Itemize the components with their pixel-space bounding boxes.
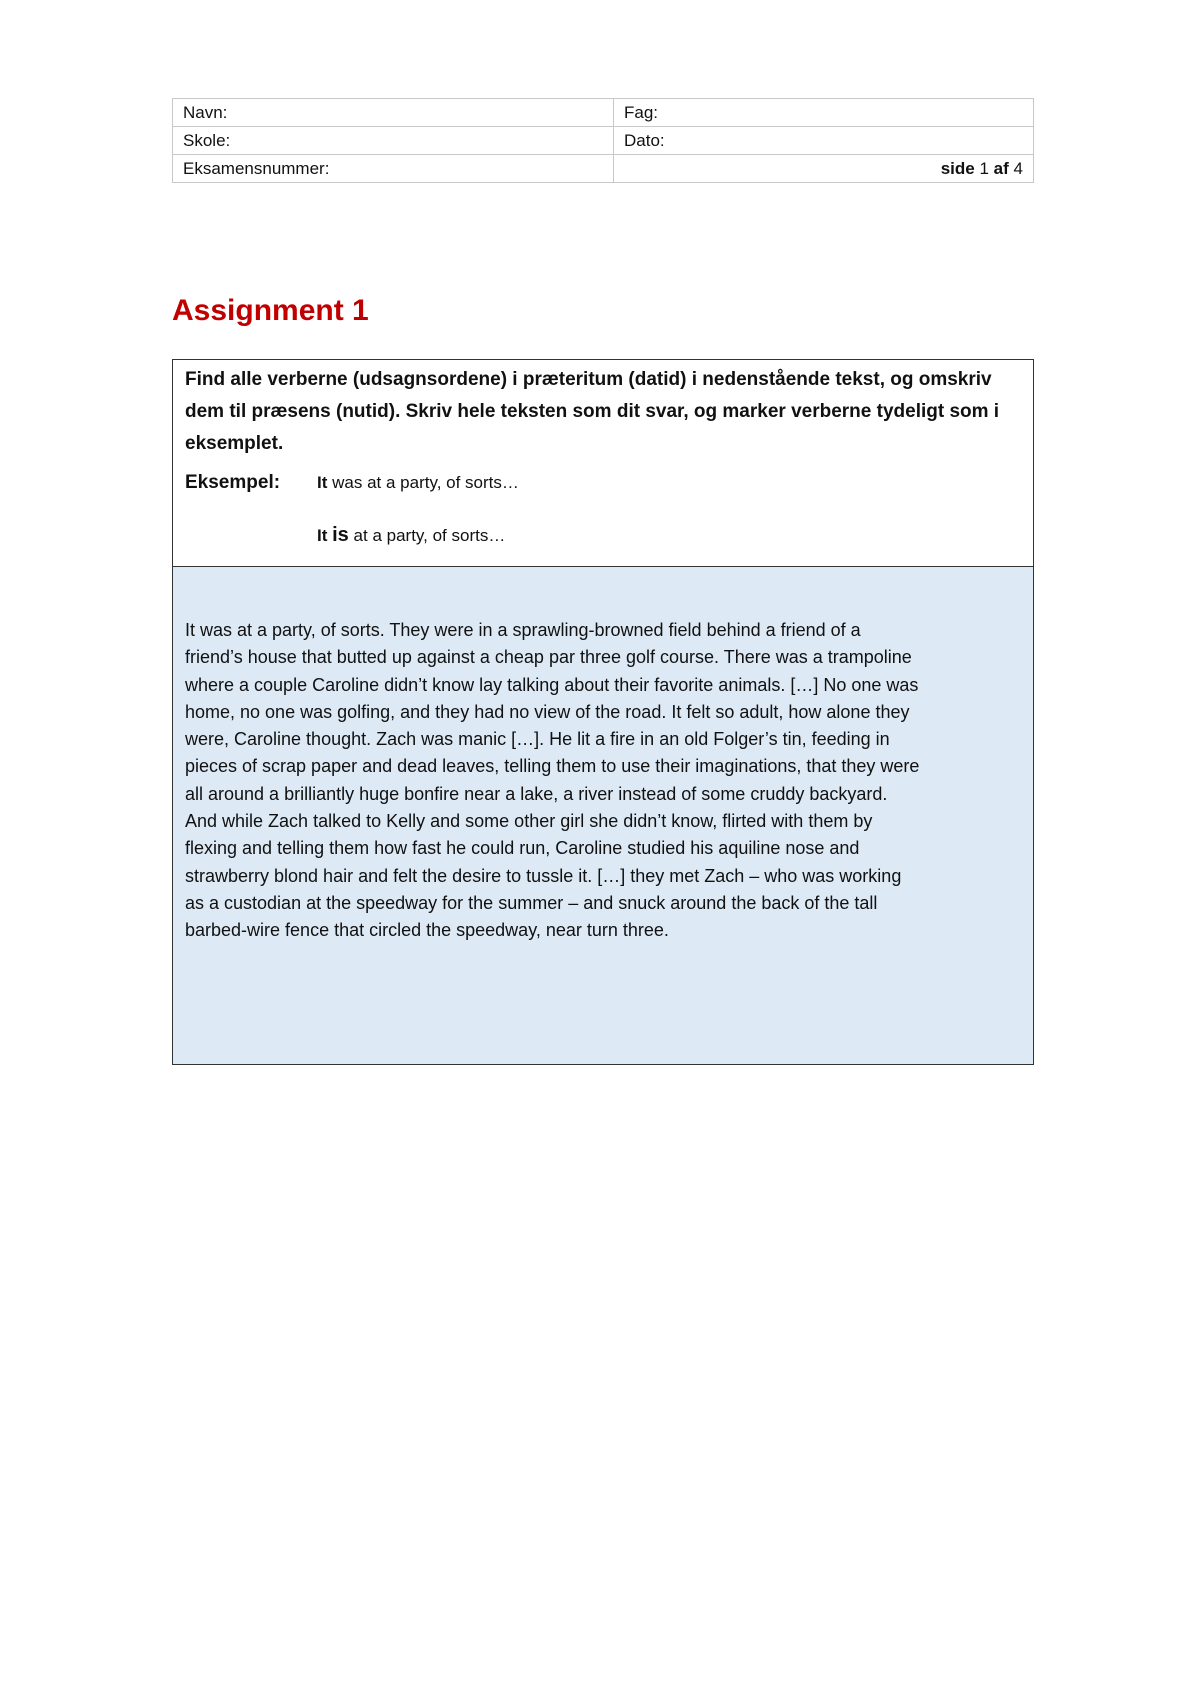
example-lines [317, 468, 1021, 550]
example-label: Eksempel: [185, 472, 281, 493]
school-label: Skole: [183, 130, 231, 150]
header-row [173, 99, 1034, 127]
task-box [172, 359, 1034, 1065]
page-current: 1 [979, 158, 989, 178]
example-original-subject: It [317, 473, 328, 492]
page-word: side [940, 158, 975, 178]
school-field[interactable] [173, 127, 614, 155]
example-original-verb: was [332, 473, 363, 492]
exam-number-field[interactable] [173, 155, 614, 183]
name-field[interactable] [173, 99, 614, 127]
date-field[interactable] [614, 127, 1034, 155]
header-table [172, 98, 1034, 183]
page-indicator [614, 155, 1034, 183]
exam-number-label: Eksamensnummer: [183, 158, 330, 178]
instruction-text: Find alle verberne (udsagnsordene) i præteritum (datid) i nedenstående tekst, og omskriv dem til præsens (nutid). Skriv hele teksten som dit svar, og marker verberne tydeligt som i eksemplet. [185, 369, 1000, 454]
page-of: af [993, 158, 1009, 178]
example-rewritten-subject: It [317, 526, 328, 545]
example-rewritten-verb: is [332, 524, 349, 546]
page-total: 4 [1013, 158, 1023, 178]
instructions-section [173, 360, 1033, 567]
passage-text: It was at a party, of sorts. They were in a sprawling-browned field behind a friend of a friend’s house that butted up against a cheap par three golf course. There was a trampoline where a couple Caroline didn’t know lay talking about their favorite animals. […] No one was home, no one was golfing, and they had no view of the road. It felt so adult, how alone they were, Caroline thought. Zach was manic […]. He lit a fire in an old Folger’s tin, feeding in pieces of scrap paper and dead leaves, telling them to use their imaginations, that they were all around a brilliantly huge bonfire near a lake, a river instead of some cruddy backyard. And while Zach talked to Kelly and some other girl she didn’t know, flirted with them by flexing and telling them how fast he could run, Caroline studied his aquiline nose and strawberry blond hair and felt the desire to tussle it. […] they met Zach – who was working as a custodian at the speedway for the summer – and snuck around the back of the tall barbed-wire fence that circled the speedway, near turn three. [185, 620, 920, 941]
header-row [173, 127, 1034, 155]
example-original-line [317, 468, 1021, 498]
example-rewritten-rest: at a party, of sorts… [353, 526, 506, 545]
header-row [173, 155, 1034, 183]
name-label: Navn: [183, 102, 228, 122]
example-rewritten-line [317, 520, 1021, 550]
date-label: Dato: [624, 130, 665, 150]
example-section [185, 468, 1021, 550]
assignment-title: Assignment 1 [172, 294, 369, 327]
subject-field[interactable] [614, 99, 1034, 127]
passage-box[interactable] [173, 567, 1033, 1064]
subject-label: Fag: [624, 102, 659, 122]
example-original-rest: at a party, of sorts… [367, 473, 519, 492]
